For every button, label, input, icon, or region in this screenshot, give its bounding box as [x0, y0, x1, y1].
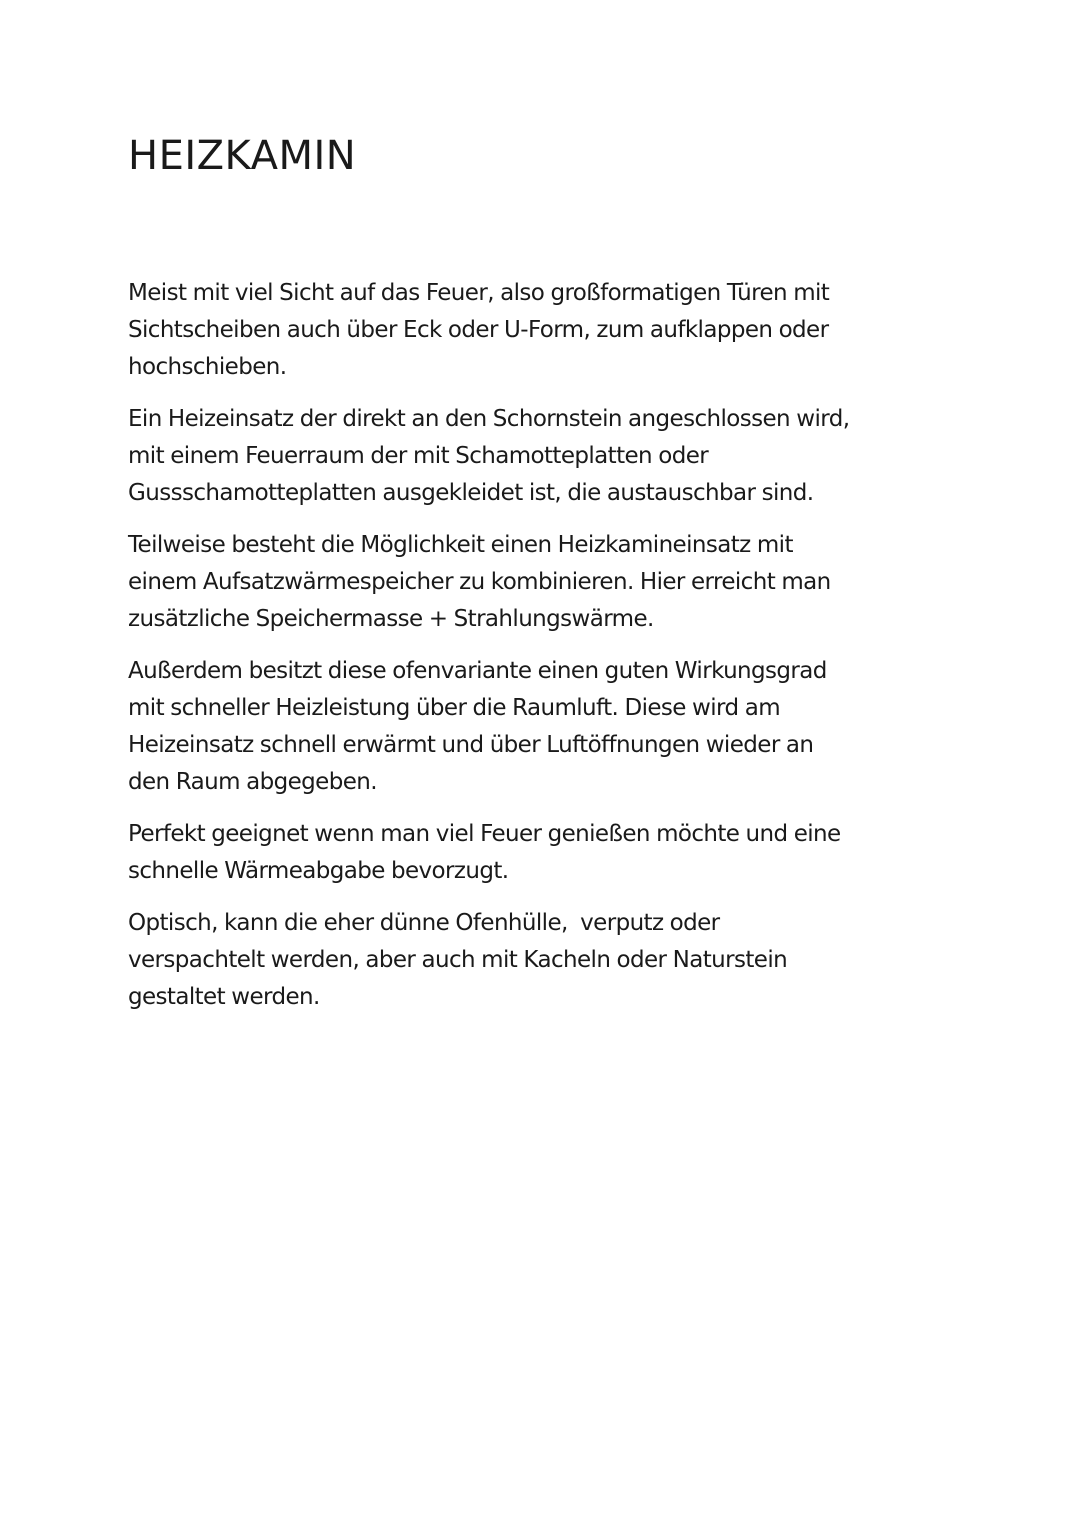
text-line: den Raum abgegeben.	[128, 769, 377, 795]
page-title: HEIZKAMIN	[128, 133, 357, 179]
text-line: hochschieben.	[128, 354, 287, 380]
paragraph-5	[128, 816, 988, 890]
paragraph-2	[128, 401, 988, 512]
paragraph-3	[128, 527, 988, 638]
text-line: Gussschamotteplatten ausgekleidet ist, die austauschbar sind.	[128, 480, 814, 506]
text-line: gestaltet werden.	[128, 984, 320, 1010]
text-line: Ein Heizeinsatz der direkt an den Schornstein angeschlossen wird,	[128, 406, 850, 432]
text-line: einem Aufsatzwärmespeicher zu kombinieren. Hier erreicht man	[128, 569, 831, 595]
text-line: Außerdem besitzt diese ofenvariante einen guten Wirkungsgrad	[128, 658, 827, 684]
text-line: Perfekt geeignet wenn man viel Feuer genießen möchte und eine	[128, 821, 841, 847]
text-line: Optisch, kann die eher dünne Ofenhülle, verputz oder	[128, 910, 720, 936]
text-line: Sichtscheiben auch über Eck oder U-Form, zum aufklappen oder	[128, 317, 829, 343]
text-line: schnelle Wärmeabgabe bevorzugt.	[128, 858, 509, 884]
text-line: Meist mit viel Sicht auf das Feuer, also großformatigen Türen mit	[128, 280, 830, 306]
text-line: verspachtelt werden, aber auch mit Kacheln oder Naturstein	[128, 947, 788, 973]
text-line: mit einem Feuerraum der mit Schamotteplatten oder	[128, 443, 709, 469]
paragraph-6	[128, 905, 988, 1016]
text-line: mit schneller Heizleistung über die Raumluft. Diese wird am	[128, 695, 781, 721]
text-line: zusätzliche Speichermasse + Strahlungswärme.	[128, 606, 654, 632]
body-text	[128, 275, 988, 1031]
paragraph-1	[128, 275, 988, 386]
paragraph-4	[128, 653, 988, 801]
text-line: Teilweise besteht die Möglichkeit einen Heizkamineinsatz mit	[128, 532, 793, 558]
text-line: Heizeinsatz schnell erwärmt und über Luftöffnungen wieder an	[128, 732, 814, 758]
